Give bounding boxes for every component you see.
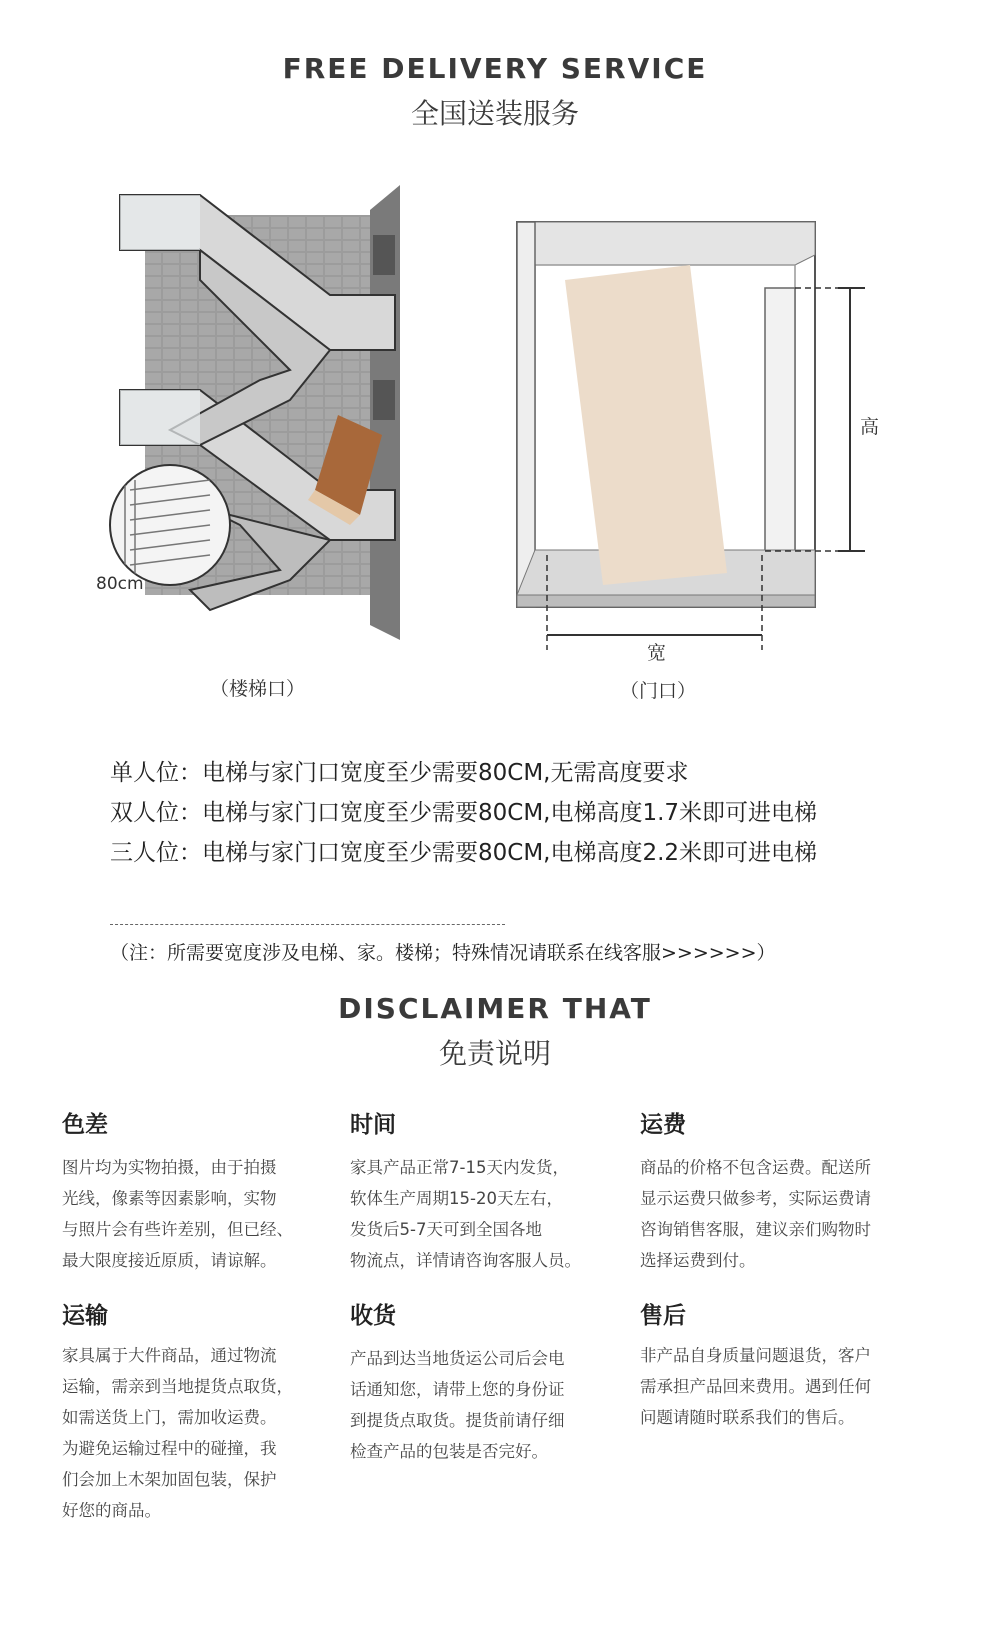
door-width-label: 宽 — [647, 642, 667, 664]
disclaimer-heading-after-sales: 售后 — [640, 1303, 686, 1329]
delivery-title-cn: 全国送装服务 — [410, 97, 579, 130]
disclaimer-line: 商品的价格不包含运费。配送所 — [640, 1158, 871, 1177]
disclaimer-line: 问题请随时联系我们的售后。 — [640, 1408, 855, 1427]
disclaimer-line: 产品到达当地货运公司后会电 — [350, 1349, 565, 1368]
disclaimer-body-transport — [62, 1340, 337, 1526]
disclaimer-line: 咨询销售客服，建议亲们购物时 — [640, 1220, 871, 1239]
disclaimer-title-en: DISCLAIMER THAT — [338, 992, 652, 1025]
disclaimer-line: 物流点，详情请咨询客服人员。 — [350, 1251, 581, 1270]
door-caption: （门口） — [620, 680, 697, 702]
disclaimer-title-cn: 免责说明 — [438, 1037, 551, 1070]
requirement-double: 双人位：电梯与家门口宽度至少需要80CM,电梯高度1.7米即可进电梯 — [110, 800, 818, 826]
disclaimer-line: 发货后5-7天可到全国各地 — [350, 1220, 542, 1239]
disclaimer-line: 们会加上木架加固包装，保护 — [62, 1470, 277, 1489]
disclaimer-body-color — [62, 1152, 337, 1276]
disclaimer-body-time — [350, 1152, 625, 1276]
disclaimer-body-receiving — [350, 1343, 625, 1467]
disclaimer-line: 如需送货上门，需加收运费。 — [62, 1408, 277, 1427]
disclaimer-body-shipping-fee — [640, 1152, 915, 1276]
disclaimer-heading-shipping-fee: 运费 — [640, 1112, 686, 1138]
disclaimer-heading-transport: 运输 — [62, 1303, 108, 1329]
disclaimer-line: 好您的商品。 — [62, 1501, 161, 1520]
delivery-title-en: FREE DELIVERY SERVICE — [282, 52, 708, 85]
disclaimer-line: 家具属于大件商品，通过物流 — [62, 1346, 277, 1365]
disclaimer-line: 非产品自身质量问题退货，客户 — [640, 1346, 871, 1365]
disclaimer-line: 运输，需亲到当地提货点取货， — [62, 1377, 293, 1396]
disclaimer-line: 家具产品正常7-15天内发货， — [350, 1158, 569, 1177]
disclaimer-line: 与照片会有些许差别，但已经、 — [62, 1220, 293, 1239]
magnifier-circle — [110, 465, 230, 585]
requirement-single: 单人位：电梯与家门口宽度至少需要80CM,无需高度要求 — [110, 760, 689, 786]
disclaimer-heading-receiving: 收货 — [350, 1303, 396, 1329]
disclaimer-body-after-sales — [640, 1340, 915, 1433]
stairs-caption: （楼梯口） — [210, 678, 306, 700]
disclaimer-line: 到提货点取货。提货前请仔细 — [350, 1411, 565, 1430]
disclaimer-line: 显示运费只做参考，实际运费请 — [640, 1189, 871, 1208]
disclaimer-line: 选择运费到付。 — [640, 1251, 756, 1270]
disclaimer-line: 话通知您，请带上您的身份证 — [350, 1380, 565, 1399]
disclaimer-heading-time: 时间 — [350, 1112, 396, 1138]
disclaimer-line: 光线，像素等因素影响，实物 — [62, 1189, 277, 1208]
disclaimer-line: 为避免运输过程中的碰撞，我 — [62, 1439, 277, 1458]
delivery-note: （注：所需要宽度涉及电梯、家。楼梯；特殊情况请联系在线客服>>>>>>） — [110, 942, 776, 964]
disclaimer-heading-color: 色差 — [62, 1112, 108, 1138]
disclaimer-line: 需承担产品回来费用。遇到任何 — [640, 1377, 871, 1396]
stairs-width-label: 80cm — [96, 574, 144, 594]
requirement-triple: 三人位：电梯与家门口宽度至少需要80CM,电梯高度2.2米即可进电梯 — [110, 840, 818, 866]
doorway-illustration — [505, 210, 895, 660]
disclaimer-line: 软体生产周期15-20天左右， — [350, 1189, 563, 1208]
disclaimer-line: 检查产品的包装是否完好。 — [350, 1442, 548, 1461]
dashed-divider — [110, 924, 505, 925]
disclaimer-line: 最大限度接近原质，请谅解。 — [62, 1251, 277, 1270]
door-height-label: 高 — [860, 416, 880, 438]
disclaimer-line: 图片均为实物拍摄，由于拍摄 — [62, 1158, 277, 1177]
